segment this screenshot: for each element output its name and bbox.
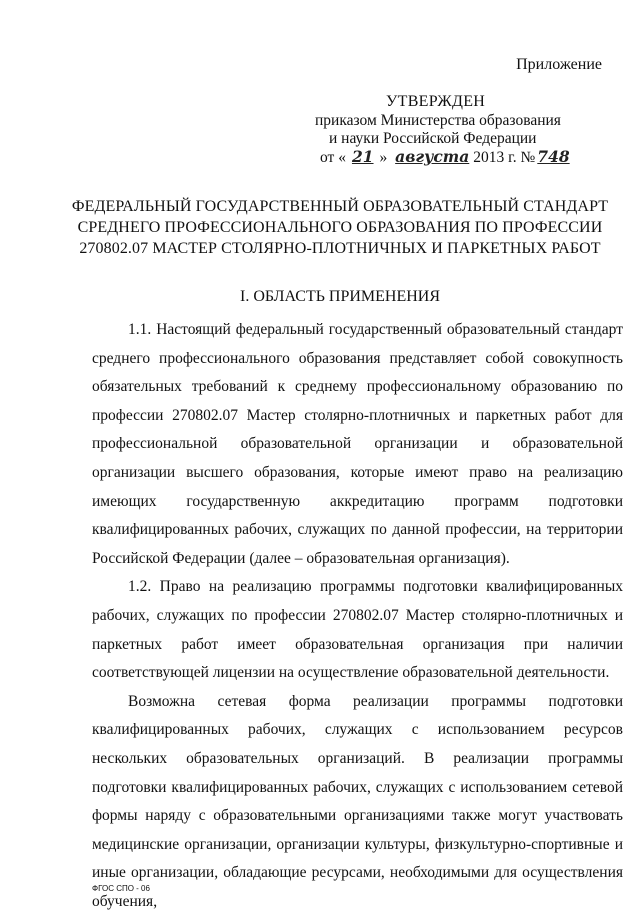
section-heading: I. ОБЛАСТЬ ПРИМЕНЕНИЯ bbox=[239, 288, 441, 305]
title-line-1: ФЕДЕРАЛЬНЫЙ ГОСУДАРСТВЕННЫЙ ОБРАЗОВАТЕЛЬНЫЙ СТАНДАРТ bbox=[71, 198, 609, 215]
document-title bbox=[60, 196, 620, 259]
paragraph-network-form: Возможна сетевая форма реализации программы подготовки квалифицированных рабочих, служащих с использованием ресурсов нескольких образовательных организаций. В реализации программы подготовки квалифицированных рабочих, служащих с использованием сетевой формы наряду с образовательными организациями также могут участвовать медицинские организации, организации культуры, физкультурно-спортивные и иные организации, обладающие ресурсами, необходимыми для осуществления обучения, bbox=[92, 692, 623, 910]
order-line-1: приказом Министерства образования bbox=[315, 112, 561, 129]
approved-heading: УТВЕРЖДЕН bbox=[386, 93, 486, 110]
order-date-line bbox=[320, 147, 570, 167]
order-prefix: от « bbox=[320, 149, 346, 166]
order-quote-close: » bbox=[379, 149, 388, 166]
footer-code: ФГОС СПО - 06 bbox=[92, 884, 150, 893]
order-day-handwritten: 21 bbox=[351, 147, 374, 166]
document-body bbox=[92, 316, 623, 916]
order-year-text: 2013 г. № bbox=[473, 149, 536, 166]
paragraph-1-1: 1.1. Настоящий федеральный государственный образовательный стандарт среднего профессионального образования представляет собой совокупность обязательных требований к среднему профессиональному образованию по профессии 270802.07 Мастер столярно-плотничных и паркетных работ для профессиональной образовательной организации и образовательной организации высшего образования, которые имеют право на реализацию имеющих государственную аккредитацию программ подготовки квалифицированных рабочих, служащих по данной профессии, на территории Российской Федерации (далее – образовательная организация). bbox=[92, 321, 623, 567]
order-month-handwritten: августа bbox=[395, 147, 470, 166]
title-line-2: СРЕДНЕГО ПРОФЕССИОНАЛЬНОГО ОБРАЗОВАНИЯ ПО ПРОФЕССИИ bbox=[77, 219, 603, 236]
order-line-2: и науки Российской Федерации bbox=[329, 130, 537, 147]
order-number-handwritten: 748 bbox=[537, 147, 570, 166]
appendix-label: Приложение bbox=[516, 56, 602, 73]
title-line-3: 270802.07 МАСТЕР СТОЛЯРНО-ПЛОТНИЧНЫХ И ПАРКЕТНЫХ РАБОТ bbox=[79, 240, 601, 257]
paragraph-1-2: 1.2. Право на реализацию программы подготовки квалифицированных рабочих, служащих по профессии 270802.07 Мастер столярно-плотничных и паркетных работ имеет образовательная организация при наличии соответствующей лицензии на осуществление образовательной деятельности. bbox=[92, 578, 623, 682]
